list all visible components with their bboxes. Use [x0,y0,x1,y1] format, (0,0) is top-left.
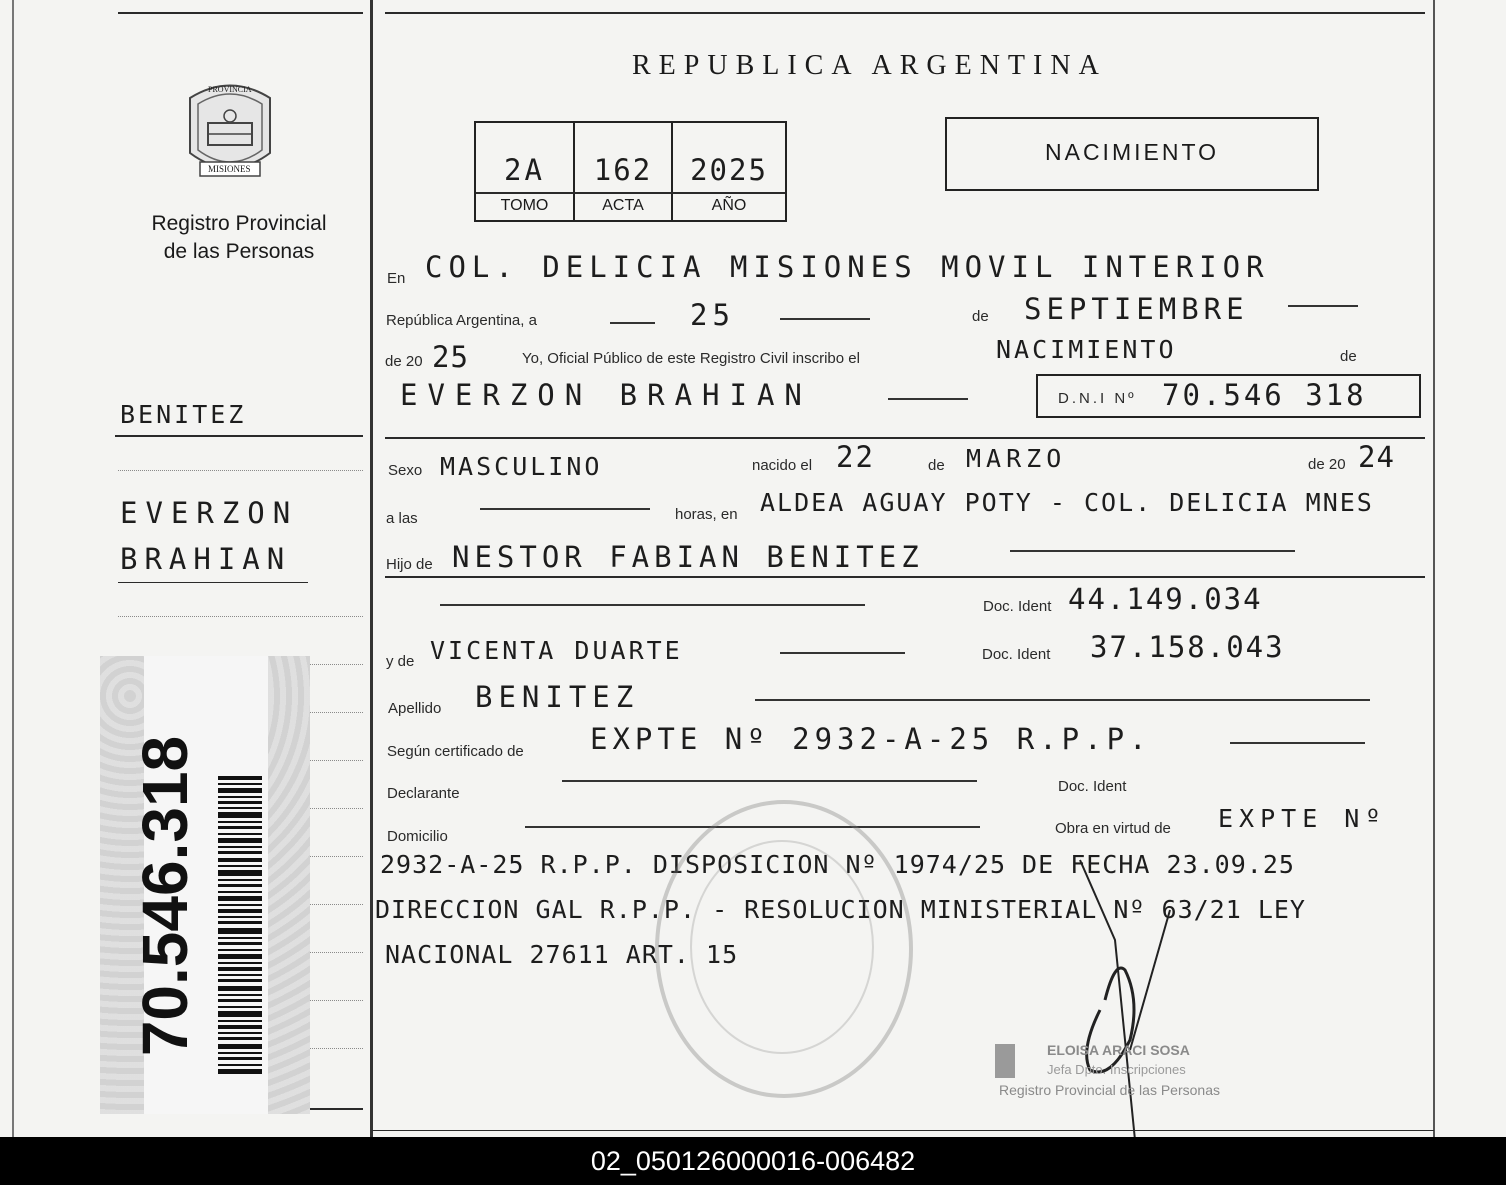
blank-dash [1230,742,1365,744]
dni-box [1036,374,1421,418]
born-month: MARZO [966,444,1067,473]
act-type-box [945,117,1319,191]
sidebar-surname: BENITEZ [120,400,247,429]
acta-label: ACTA [602,197,644,214]
blank-dash [780,652,905,654]
place-value: COL. DELICIA MISIONES MOVIL INTERIOR [425,250,1270,284]
table-label-rule [476,192,785,194]
registry-name-line1: Registro Provincial [151,212,327,235]
year-value: 25 [432,340,469,374]
child-name-value: EVERZON BRAHIAN [400,378,812,412]
blank-dash [480,508,650,510]
virtue-label: Obra en virtud de [1055,820,1171,837]
certificate-label: Según certificado de [387,743,524,760]
stamp-title: Jefa Dpto. Inscripciones [1047,1062,1186,1077]
country-date-label: República Argentina, a [386,312,537,329]
inscribe-label: Yo, Oficial Público de este Registro Civil inscribo el [522,350,860,367]
notes-line1: 2932-A-25 R.P.P. DISPOSICION Nº 1974/25 DE FECHA 23.09.25 [380,850,1295,879]
country-title: REPUBLICA ARGENTINA [632,50,1107,81]
blank-dash [755,699,1370,701]
anio-value: 2025 [690,153,768,187]
born-year-label: de 20 [1308,456,1346,473]
id-barcode-sticker [100,656,310,1114]
blank-dash [1010,550,1295,552]
domicile-label: Domicilio [387,828,448,845]
left-margin-line [12,0,14,1137]
sidebar-surname-rule [115,435,363,437]
sex-value: MASCULINO [440,452,603,481]
sidebar-dotted-line [310,856,363,857]
born-label: nacido el [752,457,813,474]
act-type: NACIMIENTO [1045,139,1219,165]
doc-ident-label: Doc. Ident [1058,778,1127,795]
province-seal [180,78,280,186]
sidebar-dotted-line [310,1048,363,1049]
day-value: 25 [690,298,735,332]
registry-name-line2: de las Personas [163,240,315,263]
declarant-label: Declarante [387,785,460,802]
dni-label: D.N.I Nº [1058,390,1137,407]
sidebar-dotted-line [310,664,363,665]
form-row-rule [385,437,1425,439]
surname-label: Apellido [388,700,442,717]
blank-dash [440,604,865,606]
sidebar-dotted-line [118,470,363,471]
sidebar-name-rule [118,582,308,583]
surname-value: BENITEZ [475,680,640,714]
place-label: En [387,270,406,287]
acta-value: 162 [593,153,653,187]
and-label: y de [386,653,415,670]
virtue-value: EXPTE Nº [1218,804,1387,833]
id-number-vertical: 70.546.318 [129,735,201,1057]
month-value: SEPTIEMBRE [1024,292,1249,326]
main-top-rule [385,12,1425,14]
blank-dash [888,398,968,400]
de-label: de [972,308,989,325]
sidebar-dotted-line [310,712,363,713]
year-prefix-label: de 20 [385,353,423,370]
doc-ident-label: Doc. Ident [983,598,1052,615]
blank-dash [1288,305,1358,307]
mother-doc-value: 37.158.043 [1090,630,1285,664]
father-value: NESTOR FABIAN BENITEZ [452,540,924,574]
notes-line3: NACIONAL 27611 ART. 15 [385,940,739,969]
barcode-icon [218,776,262,1076]
at-label: a las [386,510,418,527]
notes-line2: DIRECCION GAL R.P.P. - RESOLUCION MINISTERIAL Nº 63/21 LEY [375,895,1306,924]
column-divider [370,0,373,1137]
tomo-value: 2A [504,153,545,187]
sidebar-dotted-line [118,616,363,617]
right-edge-line [1433,0,1435,1137]
dni-value: 70.546 318 [1162,378,1367,412]
stamp-block [995,1044,1015,1078]
scan-id-footer: 02_050126000016-006482 [0,1137,1506,1185]
born-day: 22 [836,440,875,474]
main-bottom-rule [372,1130,1434,1131]
stamp-registry: Registro Provincial de las Personas [999,1082,1220,1098]
signature-stamp [995,1040,1285,1110]
sidebar-given-name1: EVERZON [120,496,299,530]
anio-label: AÑO [711,197,747,214]
sidebar-dotted-line [310,952,363,953]
blank-dash [562,780,977,782]
seal-top-text: PROVINCIA [208,85,252,94]
official-seal-inner-ring [690,840,874,1054]
registration-number-table [474,121,787,222]
blank-dash [610,322,655,324]
tomo-label: TOMO [500,197,549,214]
sidebar-dotted-line [310,760,363,761]
de-label: de [928,457,945,474]
stamp-name: ELOISA ARACI SOSA [1047,1042,1190,1058]
doc-ident-label: Doc. Ident [982,646,1051,663]
blank-dash [780,318,870,320]
born-year: 24 [1358,440,1395,474]
sidebar-dotted-line [310,904,363,905]
sex-label: Sexo [388,462,423,479]
sidebar-top-rule [118,12,363,14]
certificate-value: EXPTE Nº 2932-A-25 R.P.P. [590,722,1152,756]
hours-label: horas, en [675,506,738,523]
de-label: de [1340,348,1357,365]
inscribe-value: NACIMIENTO [996,335,1177,364]
form-row-rule [385,576,1425,578]
sidebar-dotted-line [310,808,363,809]
father-doc-value: 44.149.034 [1068,582,1263,616]
sidebar-given-name2: BRAHIAN [120,542,292,576]
mother-value: VICENTA DUARTE [430,636,683,665]
birthplace-value: ALDEA AGUAY POTY - COL. DELICIA MNES [760,488,1374,517]
child-of-label: Hijo de [386,556,433,573]
seal-bottom-text: MISIONES [208,164,251,174]
sidebar-dotted-line [310,1000,363,1001]
